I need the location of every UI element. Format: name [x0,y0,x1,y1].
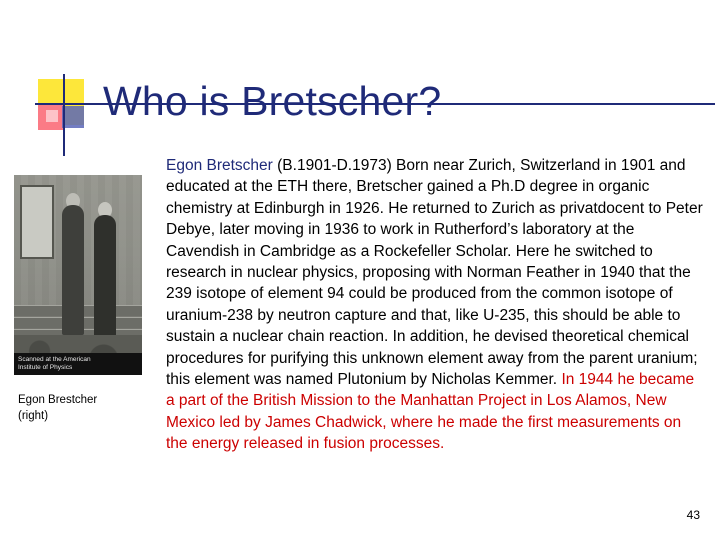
body-text-main: (B.1901-D.1973) Born near Zurich, Switzerland in 1901 and educated at the ETH there, Bretscher gained a Ph.D degree in organic chemistry at Edinburgh in 1926. He returned to Zurich as privatdocent to Peter Debye, later moving in 1936 to work in Rutherford’s laboratory at the Cavendish in Cambridge as a Rockefeller Scholar. Here he switched to research in nuclear physics, proposing with Norman Feather in 1940 that the 239 isotope of element 94 could be produced from the common isotope of uranium-238 by neutron capture and that, like U-235, this should be able to sustain a nuclear chain reaction. In addition, he devised theoretical chemical procedures for purifying this unknown element away from the parent uranium; this element was named Plutonium by Nicholas Kemmer. [166,157,703,389]
photo-credit-line-1: Scanned at the American [18,356,91,363]
decor-vertical-line [63,74,65,156]
decor-blue-square [62,106,84,128]
body-text-highlight: In 1944 he became a part of the British Mission to the Manhattan Project in Los Alamos, New Mexico led by James Chadwick, where he made the first measurements on the energy released in fusion processes. [166,371,695,453]
slide-title: Who is Bretscher? [103,78,442,124]
photo-person-right [94,215,116,340]
decor-red-inner-square [46,110,58,122]
photo-credit [14,353,142,375]
photo-window [20,185,54,259]
body-name: Egon Bretscher [166,157,273,174]
page-number: 43 [686,508,700,522]
photo-person-left [62,205,84,335]
photo-credit-line-2: Institute of Physics [18,364,73,371]
photo-caption: Egon Brestcher (right) [18,394,98,422]
bretscher-photo [14,175,142,375]
body-paragraph [166,155,704,455]
